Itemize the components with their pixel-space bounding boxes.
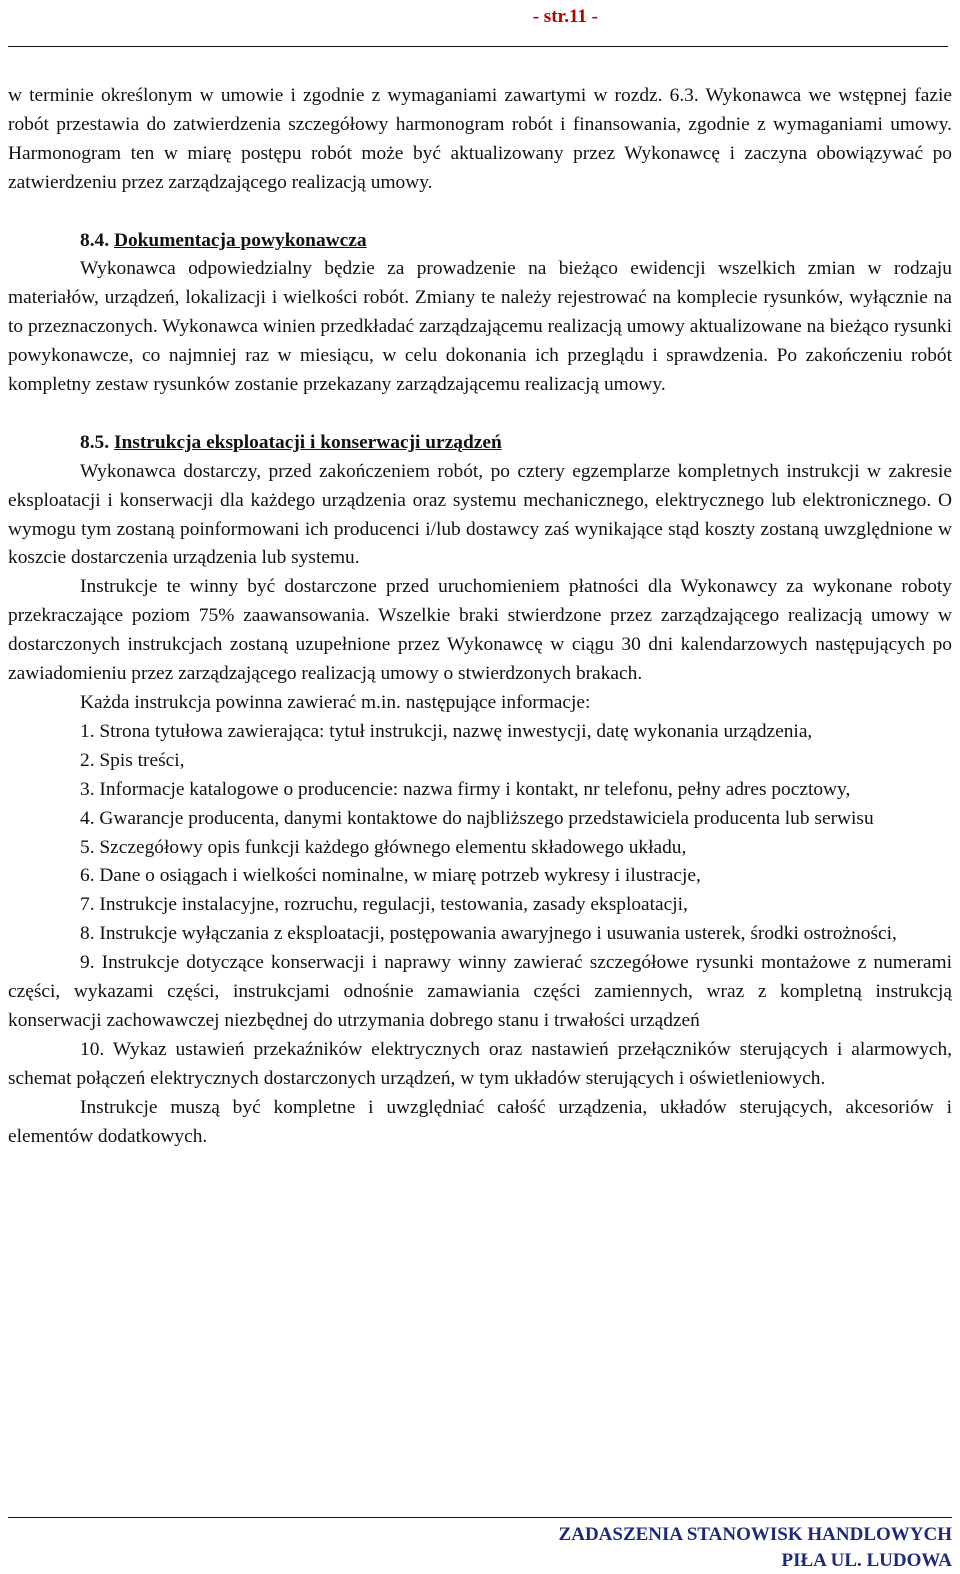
document-body xyxy=(8,82,952,1152)
footer-location: PIŁA UL. LUDOWA xyxy=(781,1550,952,1571)
list-item: 3. Informacje katalogowe o producencie: nazwa firmy i kontakt, nr telefonu, pełny adres pocztowy, xyxy=(80,778,851,800)
page-number: - str.11 - xyxy=(532,6,598,27)
list-item: 6. Dane o osiągach i wielkości nominalne, w miarę potrzeb wykresy i ilustracje, xyxy=(80,865,701,887)
intro-paragraph: w terminie określonym w umowie i zgodnie z wymaganiami zawartymi w rozdz. 6.3. Wykonawca we wstępnej fazie robót przestawia do zatwierdzenia szczegółowy harmonogram robót i finansowania, zgodnie z wymaganiami umowy. Harmonogram ten w miarę postępu robót może być aktualizowany przez Wykonawcę i zaczyna obowiązywać po zatwierdzeniu przez zarządzającego realizacją umowy. xyxy=(8,85,952,193)
section-8-5-paragraph-1: Wykonawca dostarczy, przed zakończeniem robót, po cztery egzemplarze kompletnych instrukcji w zakresie eksploatacji i konserwacji dla każdego urządzenia oraz systemu mechanicznego, elektrycznego lub elektronicznego. O wymogu tym zostaną poinformowani ich producenci i/lub dostawcy zaś wynikające stąd koszty zostaną uwzględnione w koszcie dostarczenia urządzenia lub systemu. xyxy=(8,460,952,569)
list-item: 7. Instrukcje instalacyjne, rozruchu, regulacji, testowania, zasady eksploatacji, xyxy=(80,894,688,916)
section-8-4-paragraph: Wykonawca odpowiedzialny będzie za prowadzenie na bieżąco ewidencji wszelkich zmian w rodzaju materiałów, urządzeń, lokalizacji i wielkości robót. Zmiany te należy rejestrować na komplecie rysunków, wyłącznie na to przeznaczonych. Wykonawca winien przedkładać zarządzającemu realizacją umowy aktualizowane na bieżąco rysunki powykonawcze, co najmniej raz w miesiącu, w celu dokonania ich przeglądu i sprawdzenia. Po zakończeniu robót kompletny zestaw rysunków zostanie przekazany zarządzającemu realizacją umowy. xyxy=(8,258,952,396)
section-title: Dokumentacja powykonawcza xyxy=(113,229,367,251)
list-item: 1. Strona tytułowa zawierająca: tytuł instrukcji, nazwę inwestycji, datę wykonania urządzenia, xyxy=(80,720,813,742)
list-item: 9. Instrukcje dotyczące konserwacji i naprawy winny zawierać szczegółowe rysunki montażowe z numerami części, wykazami części, instrukcjami odnośnie zamawiania części zamiennych, wraz z kompletną instrukcją konserwacji zachowawczej niezbędnej do utrzymania dobrego stanu i trwałości urządzeń xyxy=(8,952,952,1031)
section-8-5-paragraph-2: Instrukcje te winny być dostarczone przed uruchomieniem płatności dla Wykonawcy za wykonane roboty przekraczające poziom 75% zaawansowania. Wszelkie braki stwierdzone przez zarządzającego realizacją umowy w dostarczonych instrukcjach zostaną uzupełnione przez Wykonawcę w ciągu 30 dni kalendarzowych następujących po zawiadomieniu przez zarządzającego realizacją umowy o stwierdzonych brakach. xyxy=(8,576,952,685)
footer-project-title: ZADASZENIA STANOWISK HANDLOWYCH xyxy=(558,1524,952,1545)
section-title: Instrukcja eksploatacji i konserwacji urządzeń xyxy=(113,431,502,453)
list-item: 2. Spis treści, xyxy=(80,749,185,771)
header-divider xyxy=(8,46,948,47)
section-heading-8-5 xyxy=(8,429,952,458)
section-number: 8.4. xyxy=(80,229,110,251)
list-item: 5. Szczegółowy opis funkcji każdego głównego elementu składowego układu, xyxy=(80,836,687,858)
section-number: 8.5. xyxy=(80,431,110,453)
section-8-5-paragraph-3: Każda instrukcja powinna zawierać m.in. następujące informacje: xyxy=(80,692,591,713)
closing-paragraph: Instrukcje muszą być kompletne i uwzględniać całość urządzenia, układów sterujących, akcesoriów i elementów dodatkowych. xyxy=(8,1096,952,1147)
section-heading-8-4 xyxy=(8,227,952,256)
list-item: 8. Instrukcje wyłączania z eksploatacji, postępowania awaryjnego i usuwania usterek, środki ostrożności, xyxy=(80,923,897,945)
footer-divider xyxy=(8,1517,952,1518)
footer xyxy=(559,1522,952,1574)
list-item: 4. Gwarancje producenta, danymi kontaktowe do najbliższego przedstawiciela producenta lub serwisu xyxy=(80,807,874,829)
list-item: 10. Wykaz ustawień przekaźników elektrycznych oraz nastawień przełączników sterujących i alarmowych, schemat połączeń elektrycznych dostarczonych urządzeń, w tym układów sterujących i oświetleniowych. xyxy=(8,1038,952,1089)
